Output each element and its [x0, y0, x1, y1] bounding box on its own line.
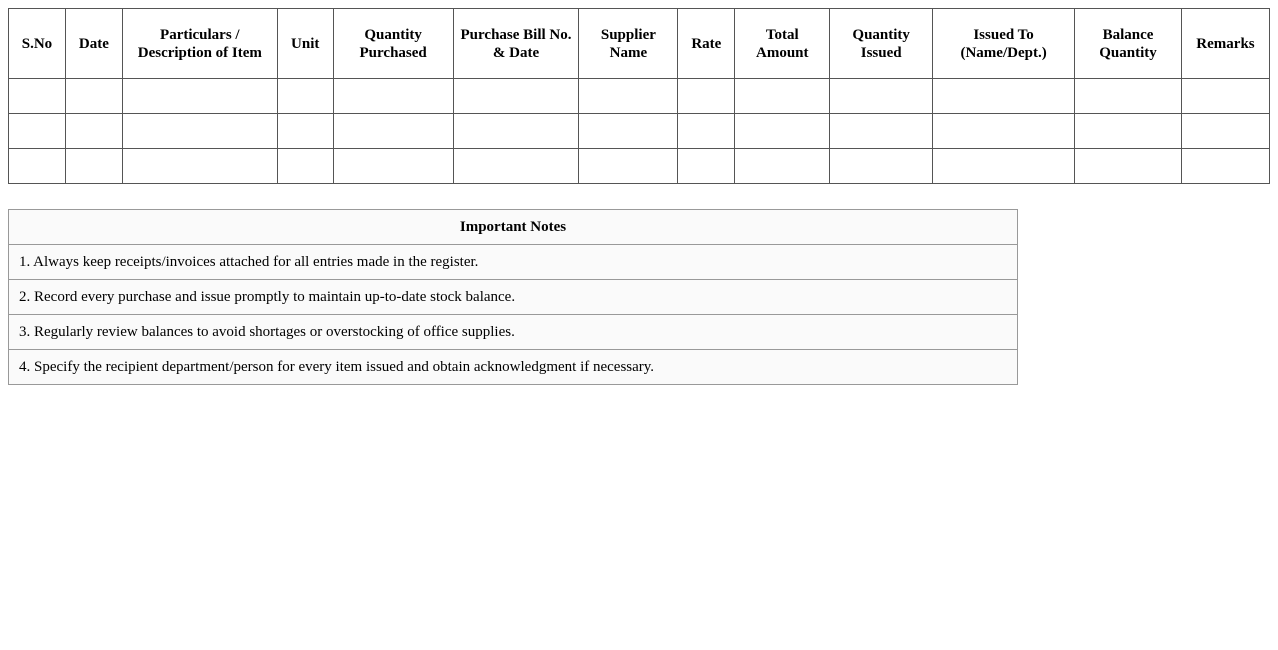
table-row: [9, 114, 1270, 149]
table-cell[interactable]: [333, 79, 453, 114]
notes-header-row: [9, 210, 1018, 245]
header-total-amount: Total Amount: [735, 9, 830, 79]
table-cell[interactable]: [277, 114, 333, 149]
table-cell[interactable]: [933, 149, 1075, 184]
table-cell[interactable]: [65, 79, 122, 114]
table-cell[interactable]: [1075, 149, 1182, 184]
table-cell[interactable]: [1181, 79, 1269, 114]
table-cell[interactable]: [9, 79, 66, 114]
header-purchase-bill: Purchase Bill No. & Date: [453, 9, 579, 79]
table-row: [9, 79, 1270, 114]
table-row: [9, 149, 1270, 184]
header-remarks: Remarks: [1181, 9, 1269, 79]
table-cell[interactable]: [453, 79, 579, 114]
table-cell[interactable]: [830, 114, 933, 149]
note-row: [9, 350, 1018, 385]
stock-register-table: [8, 8, 1270, 184]
table-cell[interactable]: [9, 149, 66, 184]
table-cell[interactable]: [678, 79, 735, 114]
register-body: [9, 79, 1270, 184]
table-cell[interactable]: [678, 149, 735, 184]
header-unit: Unit: [277, 9, 333, 79]
table-cell[interactable]: [333, 149, 453, 184]
header-row: [9, 9, 1270, 79]
table-cell[interactable]: [735, 149, 830, 184]
table-cell[interactable]: [678, 114, 735, 149]
table-cell[interactable]: [122, 149, 277, 184]
table-cell[interactable]: [579, 114, 678, 149]
table-cell[interactable]: [1181, 114, 1269, 149]
table-cell[interactable]: [735, 79, 830, 114]
header-sno: S.No: [9, 9, 66, 79]
important-notes-table: [8, 209, 1018, 385]
table-cell[interactable]: [830, 79, 933, 114]
note-item: 4. Specify the recipient department/person for every item issued and obtain acknowledgment if necessary.: [9, 350, 1018, 385]
table-cell[interactable]: [933, 79, 1075, 114]
note-item: 2. Record every purchase and issue promptly to maintain up-to-date stock balance.: [9, 280, 1018, 315]
table-cell[interactable]: [1181, 149, 1269, 184]
table-cell[interactable]: [579, 79, 678, 114]
table-cell[interactable]: [65, 114, 122, 149]
header-date: Date: [65, 9, 122, 79]
table-cell[interactable]: [122, 114, 277, 149]
notes-title: Important Notes: [9, 210, 1018, 245]
note-row: [9, 280, 1018, 315]
table-cell[interactable]: [333, 114, 453, 149]
note-item: 1. Always keep receipts/invoices attached for all entries made in the register.: [9, 245, 1018, 280]
note-item: 3. Regularly review balances to avoid shortages or overstocking of office supplies.: [9, 315, 1018, 350]
header-supplier-name: Supplier Name: [579, 9, 678, 79]
header-particulars: Particulars / Description of Item: [122, 9, 277, 79]
table-cell[interactable]: [9, 114, 66, 149]
table-cell[interactable]: [453, 114, 579, 149]
header-quantity-purchased: Quantity Purchased: [333, 9, 453, 79]
table-cell[interactable]: [933, 114, 1075, 149]
table-cell[interactable]: [735, 114, 830, 149]
header-quantity-issued: Quantity Issued: [830, 9, 933, 79]
note-row: [9, 245, 1018, 280]
table-cell[interactable]: [1075, 114, 1182, 149]
note-row: [9, 315, 1018, 350]
table-cell[interactable]: [1075, 79, 1182, 114]
header-rate: Rate: [678, 9, 735, 79]
table-cell[interactable]: [277, 79, 333, 114]
table-cell[interactable]: [65, 149, 122, 184]
table-cell[interactable]: [122, 79, 277, 114]
header-balance-quantity: Balance Quantity: [1075, 9, 1182, 79]
table-cell[interactable]: [830, 149, 933, 184]
header-issued-to: Issued To (Name/Dept.): [933, 9, 1075, 79]
table-cell[interactable]: [579, 149, 678, 184]
table-cell[interactable]: [453, 149, 579, 184]
table-cell[interactable]: [277, 149, 333, 184]
